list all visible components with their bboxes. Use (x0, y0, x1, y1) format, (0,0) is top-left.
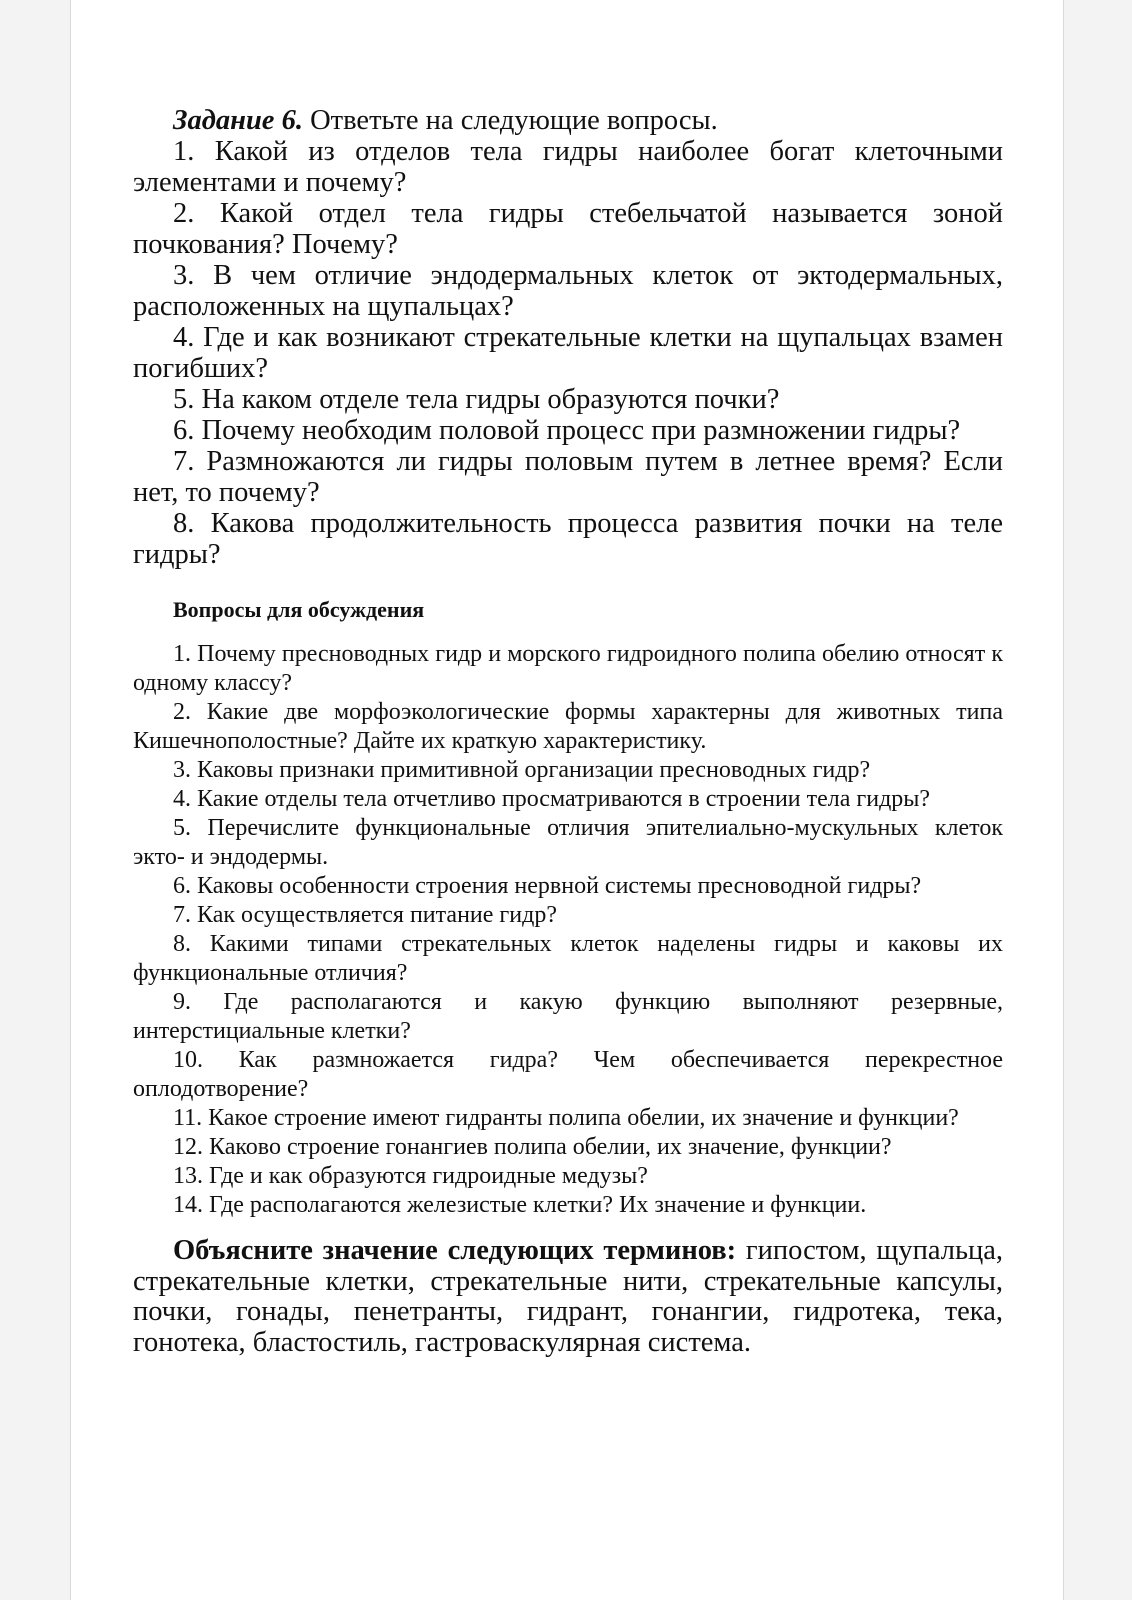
terms-paragraph (133, 1236, 1003, 1358)
task-question: 1. Какой из отделов тела гидры наиболее богат клеточными элементами и почему? (133, 136, 1003, 198)
terms-label: Объясните значение следующих терминов: (173, 1235, 737, 1266)
task-6-section (133, 105, 1003, 570)
task-label: Задание 6. (173, 105, 303, 136)
page-content (133, 105, 1003, 1358)
discussion-question: 2. Какие две морфоэкологические формы характерны для животных типа Кишечнополостные? Дайте их краткую характеристику. (133, 699, 1003, 754)
discussion-question: 1. Почему пресноводных гидр и морского гидроидного полипа обелию относят к одному классу? (133, 641, 1003, 696)
discussion-question: 13. Где и как образуются гидроидные медузы? (173, 1163, 648, 1189)
discussion-question: 11. Какое строение имеют гидранты полипа обелии, их значение и функции? (173, 1105, 959, 1131)
discussion-question: 14. Где располагаются железистые клетки? Их значение и функции. (173, 1192, 867, 1218)
discussion-question: 3. Каковы признаки примитивной организации пресноводных гидр? (173, 757, 871, 783)
discussion-question: 10. Как размножается гидра? Чем обеспечивается перекрестное оплодотворение? (133, 1047, 1003, 1102)
discussion-question: 6. Каковы особенности строения нервной системы пресноводной гидры? (173, 873, 922, 899)
discussion-question: 4. Какие отделы тела отчетливо просматриваются в строении тела гидры? (173, 786, 931, 812)
discussion-question: 9. Где располагаются и какую функцию выполняют резервные, интерстициальные клетки? (133, 989, 1003, 1044)
discussion-question: 8. Какими типами стрекательных клеток наделены гидры и каковы их функциональные отличия? (133, 931, 1003, 986)
task-question: 5. На каком отделе тела гидры образуются почки? (173, 384, 780, 415)
task-question: 3. В чем отличие эндодермальных клеток от эктодермальных, расположенных на щупальцах? (133, 260, 1003, 322)
task-question: 4. Где и как возникают стрекательные клетки на щупальцах взамен погибших? (133, 322, 1003, 384)
task-question: 7. Размножаются ли гидры половым путем в летнее время? Если нет, то почему? (133, 446, 1003, 508)
task-intro: Ответьте на следующие вопросы. (310, 105, 718, 136)
document-page (70, 0, 1064, 1600)
discussion-question: 12. Каково строение гонангиев полипа обелии, их значение, функции? (173, 1134, 892, 1160)
task-question: 2. Какой отдел тела гидры стебельчатой называется зоной почкования? Почему? (133, 198, 1003, 260)
terms-list: гипостом, щупальца, стрекательные клетки, стрекательные нити, стрекательные капсулы, почки, гонады, пенетранты, гидрант, гонангии, гидротека, тека, гонотека, бластостиль, гастроваскулярная система. (133, 1235, 1004, 1358)
task-question: 8. Какова продолжительность процесса развития почки на теле гидры? (133, 508, 1003, 570)
discussion-question: 7. Как осуществляется питание гидр? (173, 902, 557, 928)
task-question: 6. Почему необходим половой процесс при размножении гидры? (173, 415, 961, 446)
discussion-question: 5. Перечислите функциональные отличия эпителиально-мускульных клеток экто- и эндодермы. (133, 815, 1003, 870)
discussion-heading: Вопросы для обсуждения (173, 597, 425, 622)
discussion-section (133, 640, 1003, 1220)
task-heading (133, 105, 1003, 136)
